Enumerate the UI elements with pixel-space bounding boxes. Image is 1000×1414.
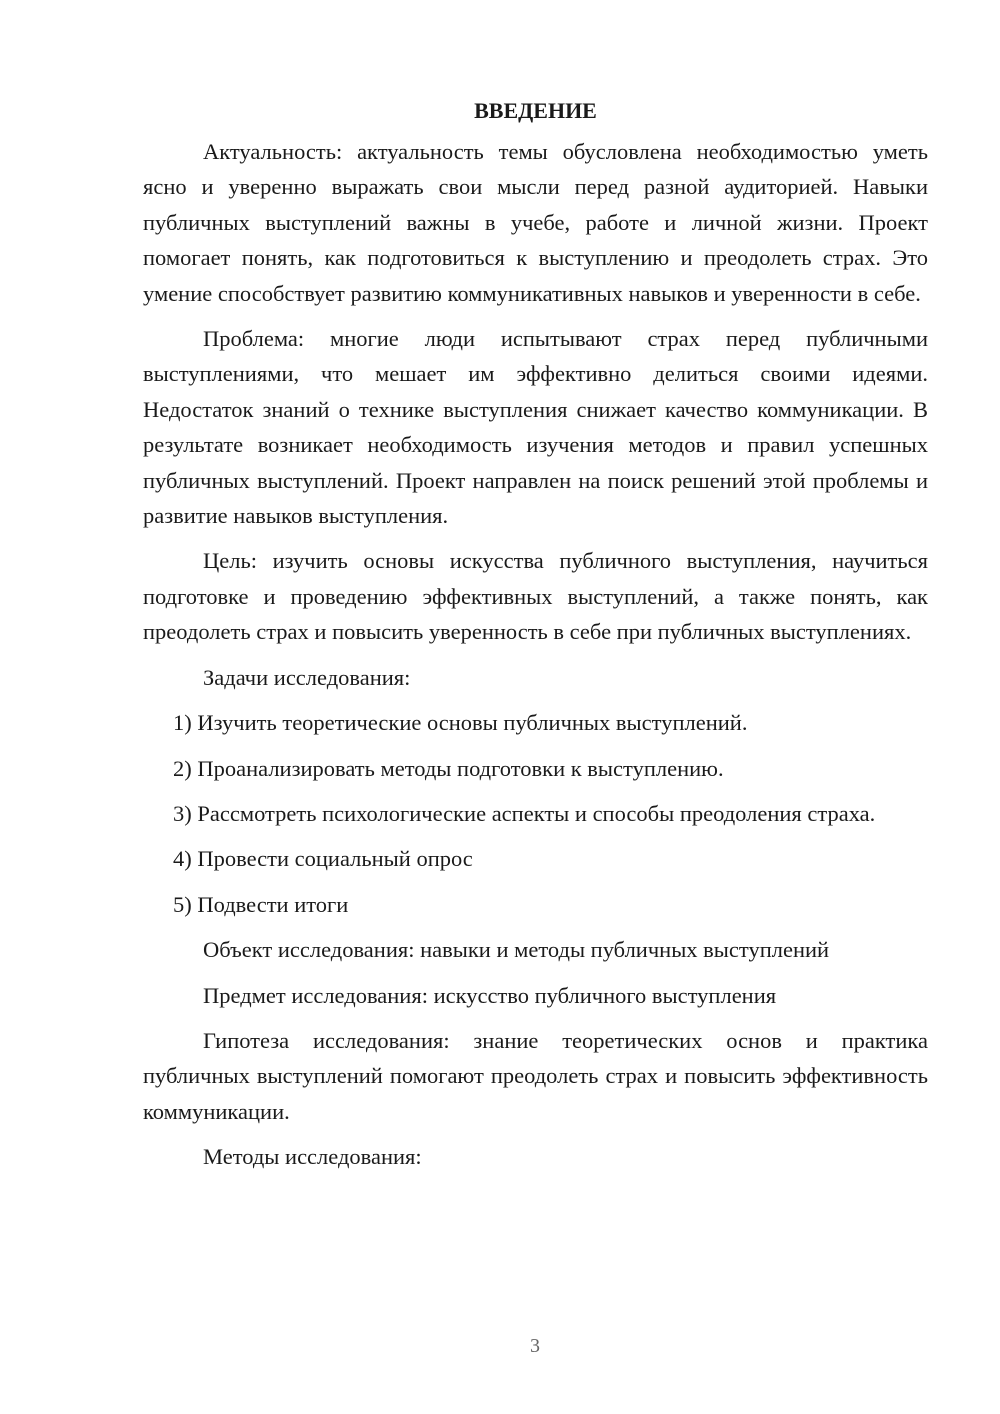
- task-item-5: 5) Подвести итоги: [173, 891, 349, 917]
- paragraph-object: Объект исследования: навыки и методы публичных выступлений: [203, 937, 830, 963]
- paragraph-hypothesis: Гипотеза исследования: знание теоретических основ и практика публичных выступлений помогают преодолеть страх и повысить эффективность коммуникации.: [143, 1027, 928, 1124]
- paragraph-tasks-title: Задачи исследования:: [203, 664, 411, 690]
- task-item-1: 1) Изучить теоретические основы публичных выступлений.: [173, 710, 748, 736]
- section-heading: ВВЕДЕНИЕ: [474, 98, 597, 123]
- page-number: 3: [530, 1335, 540, 1357]
- paragraph-problem: Проблема: многие люди испытывают страх перед публичными выступлениями, что мешает им эффективно делиться своими идеями. Недостаток знаний о технике выступления снижает качество коммуникации. В результате возникает необходимость изучения методов и правил успешных публичных выступлений. Проект направлен на поиск решений этой проблемы и развитие навыков выступления.: [143, 326, 928, 529]
- paragraph-goal: Цель: изучить основы искусства публичного выступления, научиться подготовке и проведению эффективных выступлений, а также понять, как преодолеть страх и повысить уверенность в себе при публичных выступлениях.: [143, 548, 928, 645]
- page-content: [143, 94, 928, 1185]
- task-item-3: 3) Рассмотреть психологические аспекты и способы преодоления страха.: [173, 800, 876, 826]
- paragraph-methods-title: Методы исследования:: [203, 1144, 422, 1170]
- paragraph-relevance: Актуальность: актуальность темы обусловлена необходимостью уметь ясно и уверенно выражать свои мысли перед разной аудиторией. Навыки публичных выступлений важны в учебе, работе и личной жизни. Проект помогает понять, как подготовиться к выступлению и преодолеть страх. Это умение способствует развитию коммуникативных навыков и уверенности в себе.: [143, 139, 928, 306]
- task-item-2: 2) Проанализировать методы подготовки к выступлению.: [173, 755, 724, 781]
- task-item-4: 4) Провести социальный опрос: [173, 846, 473, 872]
- paragraph-subject: Предмет исследования: искусство публичного выступления: [203, 982, 777, 1008]
